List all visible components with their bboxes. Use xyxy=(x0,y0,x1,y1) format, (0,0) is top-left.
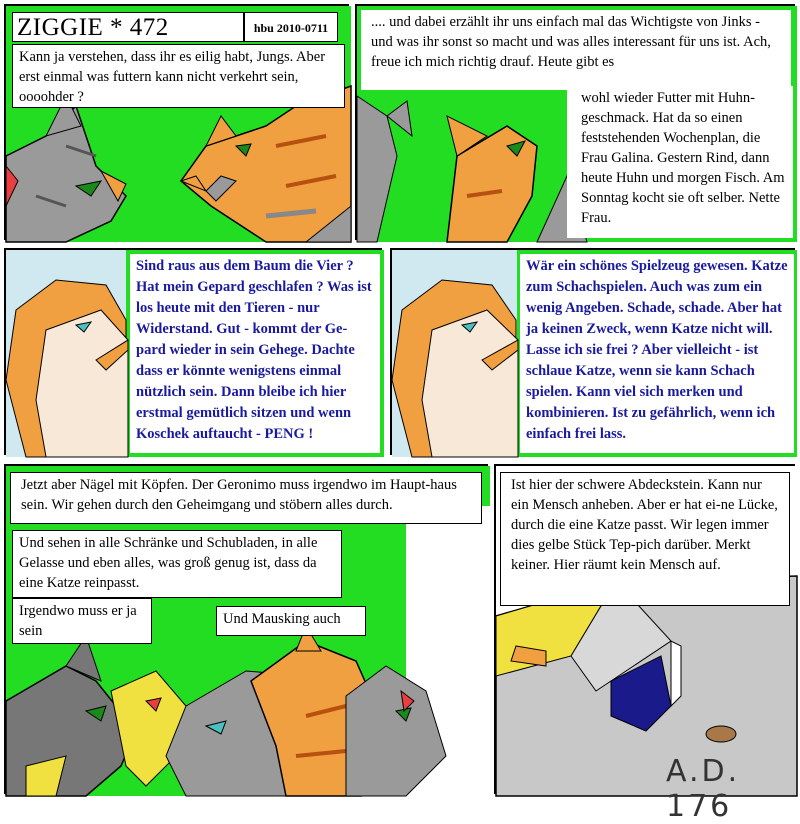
panel-2-speech-bottom: wohl wieder Futter mit Huhn-geschmack. Hat da so einen feststehenden Wochenplan, die Frau Galina. Gestern Rind, dann heute Huhn und morgen Fisch. Am Sonntag kocht sie oft selber. Nette Frau. xyxy=(567,86,793,238)
panel-6 xyxy=(494,464,795,824)
panel-4 xyxy=(390,248,795,455)
panel-6-speech: Ist hier der schwere Abdeckstein. Kann nur ein Mensch anheben. Aber er hat ei-ne Lücke, durch die eine Katze passt. Wir legen immer dies gelbe Stück Tep-pich darüber. Merkt keiner. Hier räumt kein Mensch auf. xyxy=(500,472,790,606)
panel-5-speech-4: Und Mausking auch xyxy=(216,606,366,636)
artist-signature: A.D. 176 xyxy=(666,754,741,824)
comic-stamp: hbu 2010-0711 xyxy=(244,12,338,42)
panel-2-speech-top: .... und dabei erzählt ihr uns einfach mal das Wichtigste von Jinks - und was ihr sonst so macht und was alles interessant für uns ist. Ach, freue ich mich richtig drauf. Heute gibt es xyxy=(361,10,791,90)
panel-4-thought: Wär ein schönes Spielzeug gewesen. Katze zum Schachspielen. Auch was zum ein wenig Angeben. Schade, schade. Aber hat ja keinen Zweck, wenn Katze nicht will. Lasse ich sie frei ? Aber vielleicht - ist schlaue Katze, wenn sie kann Schach spielen. Kann viel sich merken und kombinieren. Ist zu gefährlich, wenn ich einfach frei lass. xyxy=(520,254,794,453)
panel-5-speech-3: Irgendwo muss er ja sein xyxy=(12,598,152,644)
panel-2 xyxy=(355,4,795,240)
panel-5-speech-1: Jetzt aber Nägel mit Köpfen. Der Geronimo muss irgendwo im Haupt-haus sein. Wir gehen durch den Geheimgang und stöbern alles durch. xyxy=(10,472,482,524)
panel-1 xyxy=(4,4,349,240)
panel-5 xyxy=(4,464,488,794)
panel-5-speech-2: Und sehen in alle Schränke und Schubladen, in alle Gelasse und eben alles, was groß genug ist, dass da eine Katze reinpasst. xyxy=(12,530,342,598)
panel-1-speech: Kann ja verstehen, dass ihr es eilig habt, Jungs. Aber erst einmal was futtern kann nicht verkehrt sein, oooohder ? xyxy=(12,44,345,108)
comic-title: ZIGGIE * 472 xyxy=(12,12,244,42)
panel-3 xyxy=(4,248,382,455)
panel-3-thought: Sind raus aus dem Baum die Vier ? Hat mein Gepard geschlafen ? Was ist los heute mit den Tieren - nur Widerstand. Gut - kommt der Ge-pard wieder in sein Gehege. Dachte dass er könnte wenigstens einmal nützlich sein. Dann bleibe ich hier erstmal gemütlich sitzen und wenn Koschek auftaucht - PENG ! xyxy=(130,254,380,453)
